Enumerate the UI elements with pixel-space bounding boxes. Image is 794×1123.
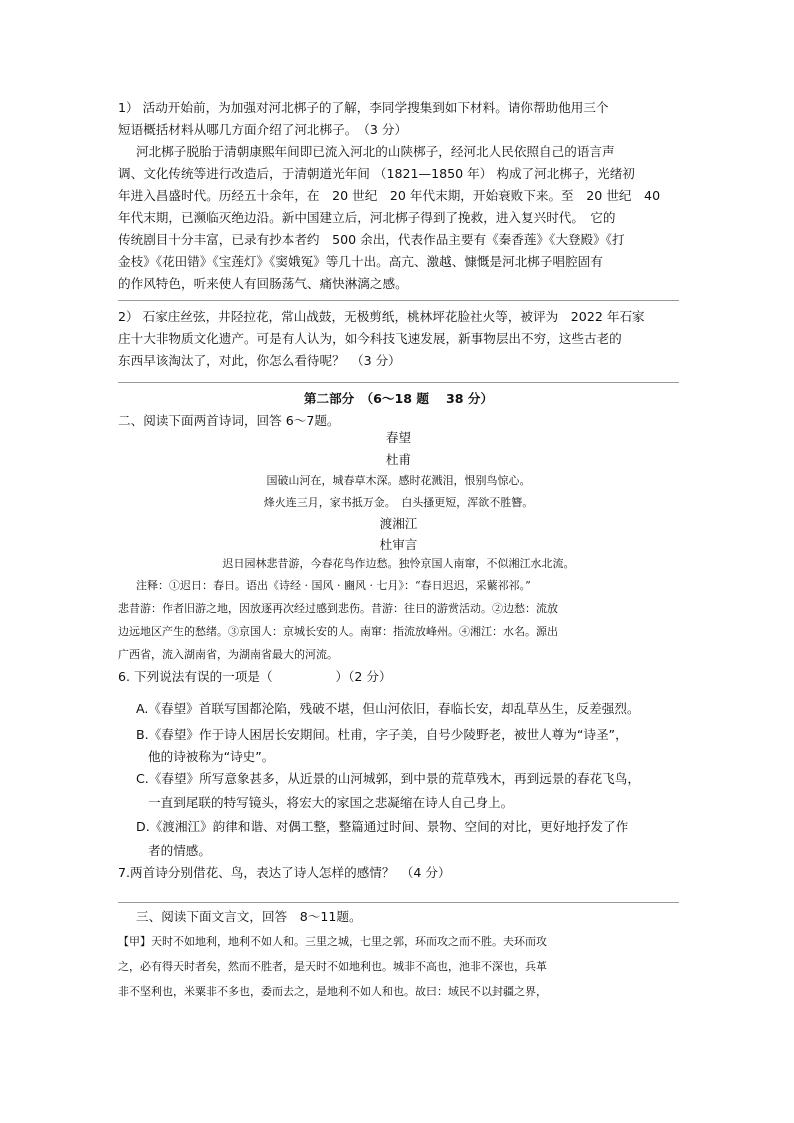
poem-notes-line: 注释：①迟日：春日。语出《诗经 · 国风 · 豳风 · 七月》：“春日迟迟，采蘩祁祁。”	[136, 579, 531, 592]
poem-notes-line: 悲昔游：作者旧游之地，因放逐再次经过感到悲伤。昔游：往日的游赏活动。②边愁：流放	[118, 602, 558, 615]
q6-stem: 6. 下列说法有误的一项是（ ）（2 分）	[118, 669, 392, 684]
poem1-author: 杜甫	[385, 452, 412, 467]
poem1-line: 国破山河在，城春草木深。感时花溅泪，恨别鸟惊心。	[266, 474, 531, 487]
q6-option-b-cont: 他的诗被称为“诗史”。	[148, 749, 275, 764]
poem2-author: 杜审言	[379, 537, 418, 552]
q1-line-1: 1） 活动开始前，为加强对河北梆子的了解，李同学搜集到如下材料。请你帮助他用三个	[118, 100, 609, 115]
part2-section-title: 二、阅读下面两首诗词，回答 6～7题。	[118, 413, 340, 428]
q6-option-b: B.《春望》作于诗人困居长安期间。杜甫，字子美，自号少陵野老，被世人尊为“诗圣”，	[136, 727, 628, 742]
q2-line: 2） 石家庄丝弦，井陉拉花，常山战鼓，无极剪纸，桃林坪花脸社火等，被评为 2022 年石家	[118, 309, 645, 324]
q6-option-c: C.《春望》所写意象甚多，从近景的山河城郭，到中景的荒草残木，再到远景的春花飞鸟，	[136, 771, 640, 786]
poem1-title: 春望	[385, 430, 412, 445]
q7-stem: 7.两首诗分别借花、鸟，表达了诗人怎样的感情？ （4 分）	[118, 865, 451, 880]
poem-notes-line: 广西省，流入湖南省，为湖南省最大的河流。	[118, 648, 338, 661]
q2-line: 庄十大非物质文化遗产。可是有人认为，如今科技飞速发展，新事物层出不穷，这些古老的	[118, 331, 622, 346]
q6-option-d: D.《渡湘江》韵律和谐、对偶工整，整篇通过时间、景物、空间的对比，更好地抒发了作	[136, 819, 629, 834]
part2-heading: 第二部分 （6～18 题 38 分）	[303, 391, 494, 406]
q1-material-line: 的作风特色，听来使人有回肠荡气、痛快淋漓之感。	[118, 276, 408, 291]
q6-option-c-cont: 一直到尾联的特写镜头，将宏大的家国之悲凝缩在诗人自己身上。	[148, 795, 514, 810]
divider	[118, 382, 679, 383]
q1-material-line: 年进入昌盛时代。历经五十余年，在 20 世纪 20 年代末期，开始衰败下来。至 20 世纪 40	[118, 188, 661, 203]
poem1-line: 烽火连三月，家书抵万金。 白头搔更短，浑欲不胜簪。	[263, 496, 534, 509]
q1-line-2: 短语概括材料从哪几方面介绍了河北梆子。 （3 分）	[118, 122, 408, 137]
classical-text-line: 【甲】天时不如地利，地利不如人和。三里之城，七里之郭，环而攻之而不胜。夫环而攻	[118, 935, 547, 948]
poem2-line: 迟日园林悲昔游，今春花鸟作边愁。独怜京国人南窜，不似湘江水北流。	[222, 557, 575, 570]
divider	[118, 902, 679, 903]
classical-text-line: 非不坚利也，米粟非不多也，委而去之，是地利不如人和也。故曰：域民不以封疆之界，	[118, 985, 547, 998]
divider	[118, 300, 679, 301]
q6-option-d-cont: 者的情感。	[148, 843, 211, 858]
q1-material-line: 传统剧目十分丰富，已录有抄本者约 500 余出，代表作品主要有《秦香莲》《大登殿》《打	[118, 232, 625, 247]
poem2-title: 渡湘江	[379, 516, 418, 531]
q1-material-line: 金枝》《花田错》《宝莲灯》《窦娥冤》等几十出。高亢、激越、慷慨是河北梆子唱腔固有	[118, 254, 603, 269]
q2-line: 东西早该淘汰了，对此，你怎么看待呢？ （3 分）	[118, 353, 401, 368]
q1-material-line: 河北梆子脱胎于清朝康熙年间即已流入河北的山陕梆子，经河北人民依照自己的语言声	[136, 144, 615, 159]
classical-text-line: 之，必有得天时者矣，然而不胜者，是天时不如地利也。城非不高也，池非不深也，兵革	[118, 960, 547, 973]
part3-section-title: 三、阅读下面文言文，回答 8～11题。	[136, 909, 362, 924]
q6-option-a: A.《春望》首联写国都沦陷，残破不堪，但山河依旧，春临长安，却乱草丛生，反差强烈。	[136, 701, 640, 716]
q1-material-line: 调、文化传统等进行改造后，于清朝道光年间 （1821—1850 年） 构成了河北梆子，光绪初	[118, 166, 635, 181]
q1-material-line: 年代末期，已濒临灭绝边沿。新中国建立后，河北梆子得到了挽救，进入复兴时代。 它的	[118, 210, 616, 225]
poem-notes-line: 边远地区产生的愁绪。③京国人：京城长安的人。南窜：指流放峰州。④湘江：水名。源出	[118, 625, 558, 638]
